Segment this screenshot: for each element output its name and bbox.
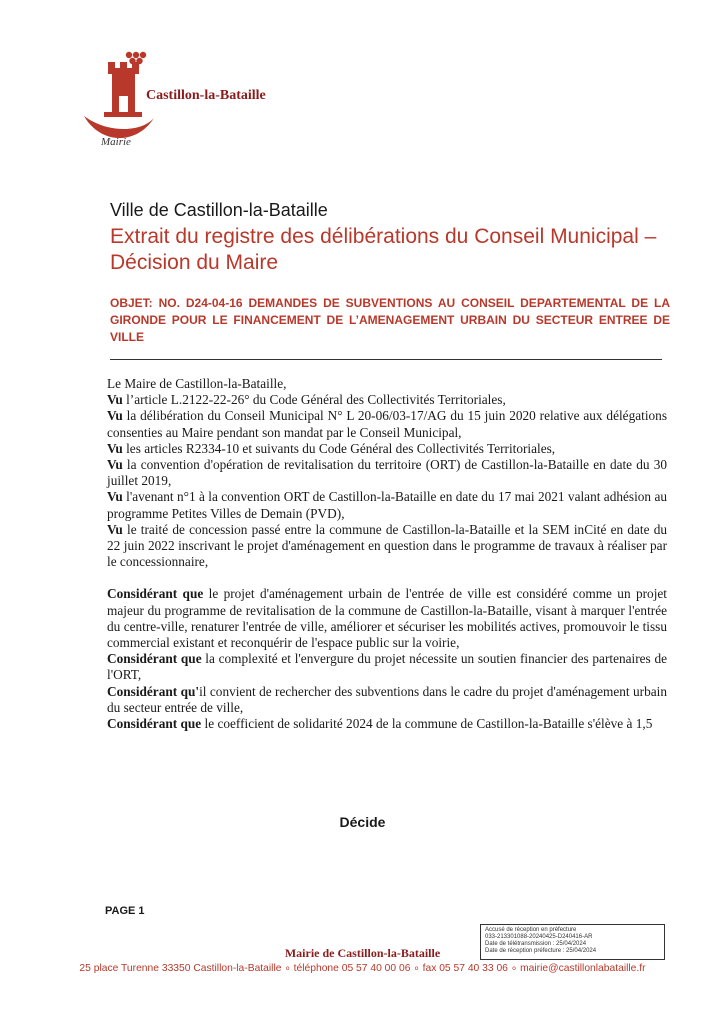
vu-text: l'avenant n°1 à la convention ORT de Castillon-la-Bataille en date du 17 mai 2021 valant adhésion au programme Petites Villes de Demain (PVD), — [107, 489, 667, 521]
stamp-line: 033-213301088-20240425-D240416-AR — [485, 934, 593, 940]
swoosh-icon — [84, 116, 154, 138]
considerant-text: la complexité et l'envergure du projet nécessite un soutien financier des partenaires de l'ORT, — [107, 651, 667, 683]
considerant-text: le coefficient de solidarité 2024 de la commune de Castillon-la-Bataille s'élève à 1,5 — [201, 716, 653, 732]
stamp-line: Date de télétransmission : 25/04/2024 — [485, 941, 587, 947]
vu-text: le traité de concession passé entre la commune de Castillon-la-Bataille et la SEM inCité en date du 22 juin 2022 inscrivant le projet d'aménagement en question dans le programme de travaux à réaliser par le concessionnaire, — [107, 521, 667, 570]
vu-text: l’article L.2122-22-26° du Code Général des Collectivités Territoriales, — [122, 392, 506, 408]
considerant-keyword: Considérant que — [107, 651, 202, 667]
vu-text: la convention d'opération de revitalisation du territoire (ORT) de Castillon-la-Bataille en date du 30 juillet 2019, — [107, 457, 667, 489]
vu-keyword: Vu — [107, 521, 123, 537]
vu-keyword: Vu — [107, 457, 123, 473]
divider — [110, 359, 662, 360]
castle-tower-icon — [104, 62, 142, 117]
document-title: Extrait du registre des délibérations du Conseil Municipal – Décision du Maire — [110, 225, 657, 274]
vu-paragraph — [107, 408, 667, 440]
vu-keyword: Vu — [107, 408, 123, 424]
spacer — [107, 570, 667, 586]
logo-subtitle: Mairie — [101, 136, 131, 148]
considerant-paragraph — [107, 684, 667, 716]
vu-text: la délibération du Conseil Municipal N° L 20-06/03-17/AG du 15 juin 2020 relative aux délégations consenties au Maire pendant son mandat par le Conseil Municipal, — [107, 408, 667, 440]
vu-text: les articles R2334-10 et suivants du Code Général des Collectivités Territoriales, — [122, 440, 556, 456]
vu-keyword: Vu — [107, 489, 123, 505]
considerant-keyword: Considérant que — [107, 586, 204, 602]
subject-line: OBJET: NO. D24-04-16 DEMANDES DE SUBVENTIONS AU CONSEIL DEPARTEMENTAL DE LA GIRONDE POUR LE FINANCEMENT DE L’AMENAGEMENT URBAIN DU SECTEUR ENTREE DE VILLE — [110, 296, 670, 344]
considerant-paragraph — [107, 716, 667, 732]
vu-paragraph — [107, 457, 667, 489]
considerant-text: il convient de rechercher des subventions dans le cadre du projet d'aménagement urbain du secteur entrée de ville, — [107, 683, 668, 715]
footer-address: 25 place Turenne 33350 Castillon-la-Bataille ∘ téléphone 05 57 40 00 06 ∘ fax 05 57 40 33 06 ∘ mairie@castillonlabataille.fr — [79, 963, 646, 974]
considerant-keyword: Considérant que — [107, 716, 202, 732]
footer-name: Mairie de Castillon-la-Bataille — [284, 946, 441, 960]
vu-paragraph — [107, 489, 667, 521]
vu-keyword: Vu — [107, 440, 123, 456]
stamp-line: Accusé de réception en préfecture — [485, 927, 577, 933]
intro-line: Le Maire de Castillon-la-Bataille, — [107, 376, 287, 391]
decision-heading: Décide — [339, 814, 386, 830]
vu-keyword: Vu — [107, 392, 123, 408]
vu-paragraph — [107, 392, 667, 408]
considerant-keyword: Considérant qu' — [107, 683, 200, 699]
town-name: Ville de Castillon-la-Bataille — [110, 200, 328, 220]
considerant-paragraph — [107, 651, 667, 683]
logo-wordmark: Castillon-la-Bataille — [146, 88, 266, 103]
vu-paragraph — [107, 441, 667, 457]
decision-body — [107, 376, 667, 732]
stamp-line: Date de réception préfecture : 25/04/2024 — [485, 948, 597, 954]
considerant-text: le projet d'aménagement urbain de l'entrée de ville est considéré comme un projet majeur du programme de revitalisation de la commune de Castillon-la-Bataille, visant à marquer l'entrée du centre-ville, renaturer l'entrée de ville, améliorer et sécuriser les mobilités actives, promouvoir le tissu commercial existant et reconquérir de l'espace public sur la voirie, — [107, 586, 667, 651]
vu-paragraph — [107, 522, 667, 571]
considerant-paragraph — [107, 586, 667, 651]
page-number: PAGE 1 — [105, 905, 145, 917]
